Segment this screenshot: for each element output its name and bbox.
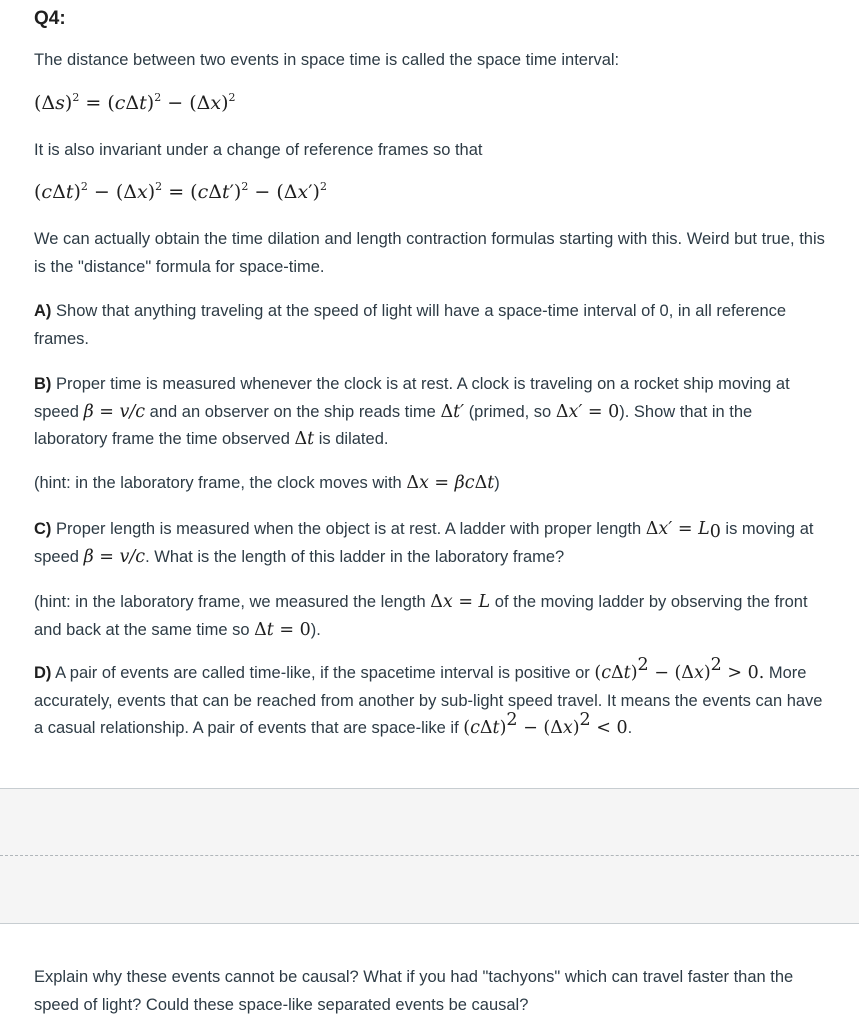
part-b-text-4: ). Show that in the laboratory frame the time observed bbox=[34, 402, 753, 448]
proper-length-equation: $\Delta x' = L_0$ bbox=[645, 519, 721, 542]
answer-divider bbox=[0, 855, 859, 856]
question-title: Q4: bbox=[34, 8, 66, 29]
spacelike-inequality: $(c\Delta t)^2 - (\Delta x)^2 < 0$ bbox=[463, 710, 628, 738]
part-d-text-3: . bbox=[627, 719, 633, 737]
part-b bbox=[34, 371, 826, 454]
part-c-hint-text-1: (hint: in the laboratory frame, we measured the length bbox=[34, 593, 426, 611]
part-b-hint-close: ) bbox=[494, 474, 500, 492]
part-d-text-2: More accurately, events that can be reached from another by sub-light speed travel. It means the events can have a casual relationship. A pair of events that are space-like if bbox=[34, 664, 823, 737]
part-b-text-2: and an observer on the ship reads time bbox=[149, 402, 436, 421]
hint-c-time-equation: Δt = 0 bbox=[254, 619, 311, 640]
part-d bbox=[34, 655, 826, 743]
beta-equation: β = v/c bbox=[83, 401, 146, 422]
part-c-hint-close: ). bbox=[310, 620, 321, 639]
delta-x-prime-zero: Δx′ = 0 bbox=[555, 401, 620, 422]
part-c bbox=[34, 516, 826, 571]
part-c-label: C) bbox=[34, 520, 52, 538]
part-b-text-3: (primed, so bbox=[468, 402, 552, 421]
part-b-text-1: Proper time is measured whenever the clock is at rest. A clock is traveling on a rocket ship moving at speed bbox=[34, 375, 790, 421]
part-a bbox=[34, 298, 826, 353]
beta-equation-c: β = v/c bbox=[83, 546, 146, 567]
answer-area[interactable] bbox=[0, 788, 859, 924]
dilation-intro-text: We can actually obtain the time dilation and length contraction formulas starting with this. Weird but true, this is the "distance" formula for space-time. bbox=[34, 230, 825, 276]
delta-t: Δt bbox=[294, 429, 315, 449]
part-c-hint-text-2: of the moving ladder by observing the front and back at the same time so bbox=[34, 593, 808, 639]
interval-equation: $(\Delta s)^2 = (c\Delta t)^2 - (\Delta x)^2$ bbox=[34, 91, 236, 114]
part-a-text: Show that anything traveling at the speed of light will have a space-time interval of 0, in all reference frames. bbox=[34, 302, 787, 348]
invariant-text: It is also invariant under a change of reference frames so that bbox=[34, 141, 483, 159]
timelike-inequality: $(c\Delta t)^2 - (\Delta x)^2 > 0$. bbox=[594, 655, 765, 683]
part-a-label: A) bbox=[34, 302, 52, 320]
part-c-text-1: Proper length is measured when the object is at rest. A ladder with proper length bbox=[56, 520, 642, 538]
part-b-label: B) bbox=[34, 375, 52, 393]
part-b-text-5: is dilated. bbox=[318, 430, 389, 448]
final-prompt: Explain why these events cannot be causal? What if you had "tachyons" which can travel faster than the speed of light? Could these space-like separated events be causal? bbox=[34, 968, 794, 1014]
part-c-text-2: is moving at speed bbox=[34, 520, 814, 566]
delta-t-prime: Δt′ bbox=[440, 401, 465, 422]
part-c-hint bbox=[34, 589, 826, 644]
part-b-hint-text: (hint: in the laboratory frame, the clock moves with bbox=[34, 474, 402, 492]
part-b-hint bbox=[34, 470, 826, 498]
hint-b-equation: Δx = βcΔt bbox=[406, 473, 495, 493]
intro-text: The distance between two events in space time is called the space time interval: bbox=[34, 51, 620, 69]
part-d-text-1: A pair of events are called time-like, if the spacetime interval is positive or bbox=[55, 664, 590, 682]
hint-c-length-equation: Δx = L bbox=[430, 592, 491, 612]
part-d-label: D) bbox=[34, 664, 52, 682]
part-c-text-3: . What is the length of this ladder in the laboratory frame? bbox=[145, 547, 565, 566]
invariance-equation: $(c\Delta t)^2 - (\Delta x)^2 = (c\Delta t')^2 - (\Delta x')^2$ bbox=[34, 180, 327, 203]
